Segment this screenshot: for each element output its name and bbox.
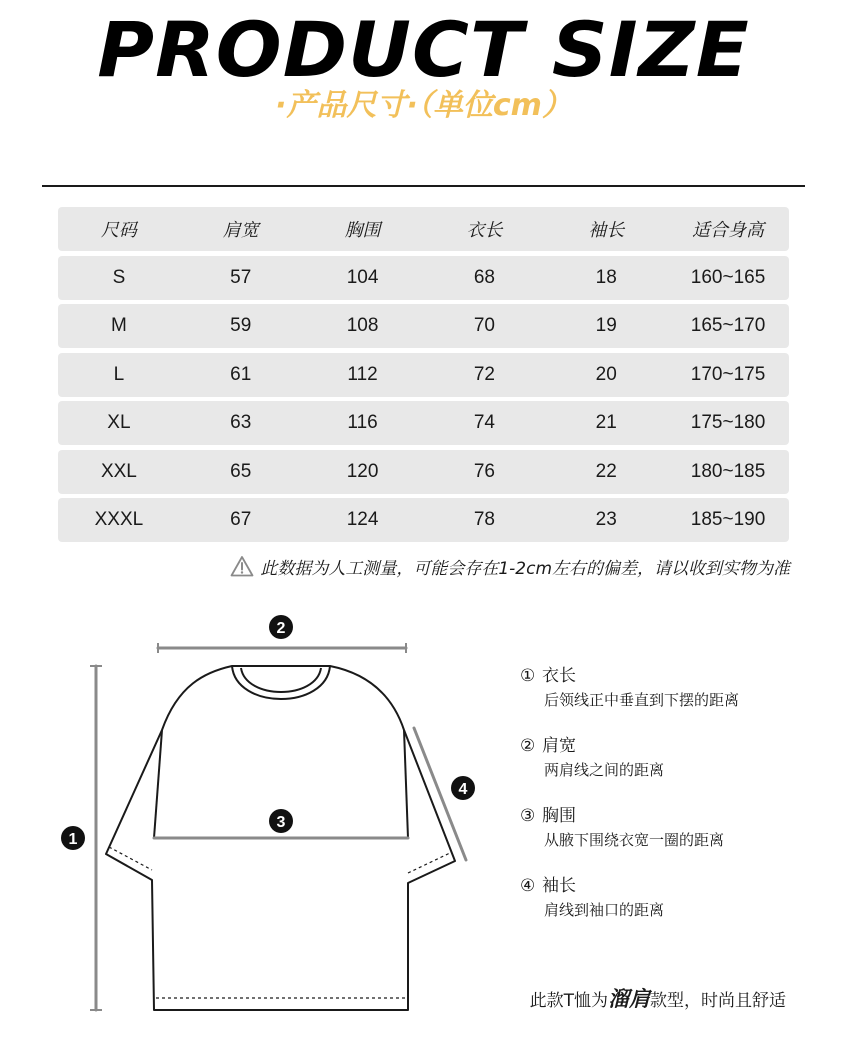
legend-title: 胸围 — [542, 806, 576, 826]
marker-label: 1 — [68, 831, 78, 848]
table-cell: 104 — [346, 266, 379, 288]
size-table — [58, 207, 789, 547]
table-row — [58, 401, 789, 445]
marker-label: 4 — [458, 781, 468, 798]
style-note-before: 此款T恤为 — [529, 991, 608, 1011]
style-note-after: 款型，时尚且舒适 — [650, 991, 786, 1011]
table-cell: 23 — [595, 509, 617, 530]
table-row — [58, 304, 789, 348]
table-cell: XXXL — [94, 509, 144, 530]
table-header-cell: 适合身高 — [692, 220, 765, 241]
table-header-cell: 尺码 — [100, 220, 137, 241]
table-header-cell: 袖长 — [588, 220, 625, 241]
measure-ticks — [90, 643, 406, 1010]
table-cell: 116 — [347, 412, 378, 433]
table-cell: 63 — [230, 412, 252, 433]
legend-item-chest — [520, 804, 820, 852]
marker-2 — [269, 615, 293, 639]
divider — [42, 185, 805, 187]
table-cell: 74 — [473, 412, 495, 433]
table-cell: XL — [107, 412, 131, 433]
table-header-cell: 衣长 — [466, 220, 503, 241]
marker-4 — [451, 776, 475, 800]
table-cell: 78 — [473, 509, 495, 530]
table-cell: L — [113, 363, 125, 385]
table-cell: 20 — [595, 363, 617, 385]
page-title: PRODUCT SIZE — [97, 5, 750, 94]
table-cell: 185~190 — [690, 509, 766, 530]
legend-title: 衣长 — [542, 666, 576, 686]
table-cell: 108 — [346, 315, 379, 336]
table-row — [58, 353, 789, 397]
legend-desc: 两肩线之间的距离 — [544, 761, 665, 779]
table-cell: 68 — [473, 266, 495, 288]
table-header-cell: 肩宽 — [222, 220, 259, 241]
table-cell: 112 — [347, 363, 378, 385]
measurement-note — [160, 553, 790, 579]
table-cell: 170~175 — [690, 363, 766, 385]
table-cell: 165~170 — [690, 315, 766, 336]
marker-label: 3 — [276, 814, 286, 831]
warning-icon — [230, 555, 254, 577]
table-cell: 76 — [473, 460, 495, 482]
page-subtitle: ·产品尺寸·（单位cm） — [275, 88, 572, 123]
legend-desc: 后领线正中垂直到下摆的距离 — [544, 691, 740, 709]
style-note-emphasis: 溜肩 — [608, 987, 650, 1011]
table-header-row — [58, 207, 789, 251]
table-cell: 120 — [346, 460, 379, 482]
table-cell: 72 — [473, 363, 495, 385]
legend-desc: 肩线到袖口的距离 — [544, 901, 665, 919]
table-cell: 57 — [230, 266, 252, 288]
legend-number: ③ — [520, 806, 536, 826]
note-text: 此数据为人工测量，可能会存在1-2cm左右的偏差，请以收到实物为准 — [260, 558, 790, 579]
marker-3 — [269, 809, 293, 833]
table-cell: 67 — [230, 509, 252, 530]
legend-number: ① — [520, 666, 536, 686]
legend-title: 肩宽 — [542, 736, 576, 756]
legend-item-sleeve — [520, 874, 820, 922]
measurement-legend — [520, 664, 820, 944]
table-cell: 21 — [595, 412, 617, 433]
hem-stitching — [109, 847, 452, 998]
table-cell: 160~165 — [690, 266, 766, 288]
table-cell: 70 — [473, 315, 495, 336]
style-note — [440, 983, 786, 1015]
table-header-cell: 胸围 — [344, 220, 381, 241]
table-cell: 65 — [230, 460, 252, 482]
table-cell: 124 — [346, 509, 379, 530]
table-cell: M — [111, 315, 127, 336]
legend-title: 袖长 — [542, 876, 576, 896]
legend-item-shoulder — [520, 734, 820, 782]
table-cell: 175~180 — [690, 412, 766, 433]
table-cell: 61 — [230, 363, 252, 385]
table-row — [58, 450, 789, 494]
marker-label: 2 — [276, 620, 286, 637]
legend-number: ④ — [520, 876, 536, 896]
table-cell: 22 — [595, 460, 617, 482]
table-cell: S — [112, 266, 126, 288]
table-row — [58, 256, 789, 300]
table-cell: 19 — [595, 315, 617, 336]
legend-number: ② — [520, 736, 536, 756]
legend-item-length — [520, 664, 820, 712]
table-cell: XXL — [100, 460, 137, 482]
table-row — [58, 498, 789, 542]
table-cell: 18 — [595, 266, 617, 288]
table-cell: 180~185 — [690, 460, 766, 482]
marker-1 — [61, 826, 85, 850]
table-cell: 59 — [230, 315, 252, 336]
tshirt-diagram — [0, 600, 520, 1043]
legend-desc: 从腋下围绕衣宽一圈的距离 — [544, 831, 725, 849]
